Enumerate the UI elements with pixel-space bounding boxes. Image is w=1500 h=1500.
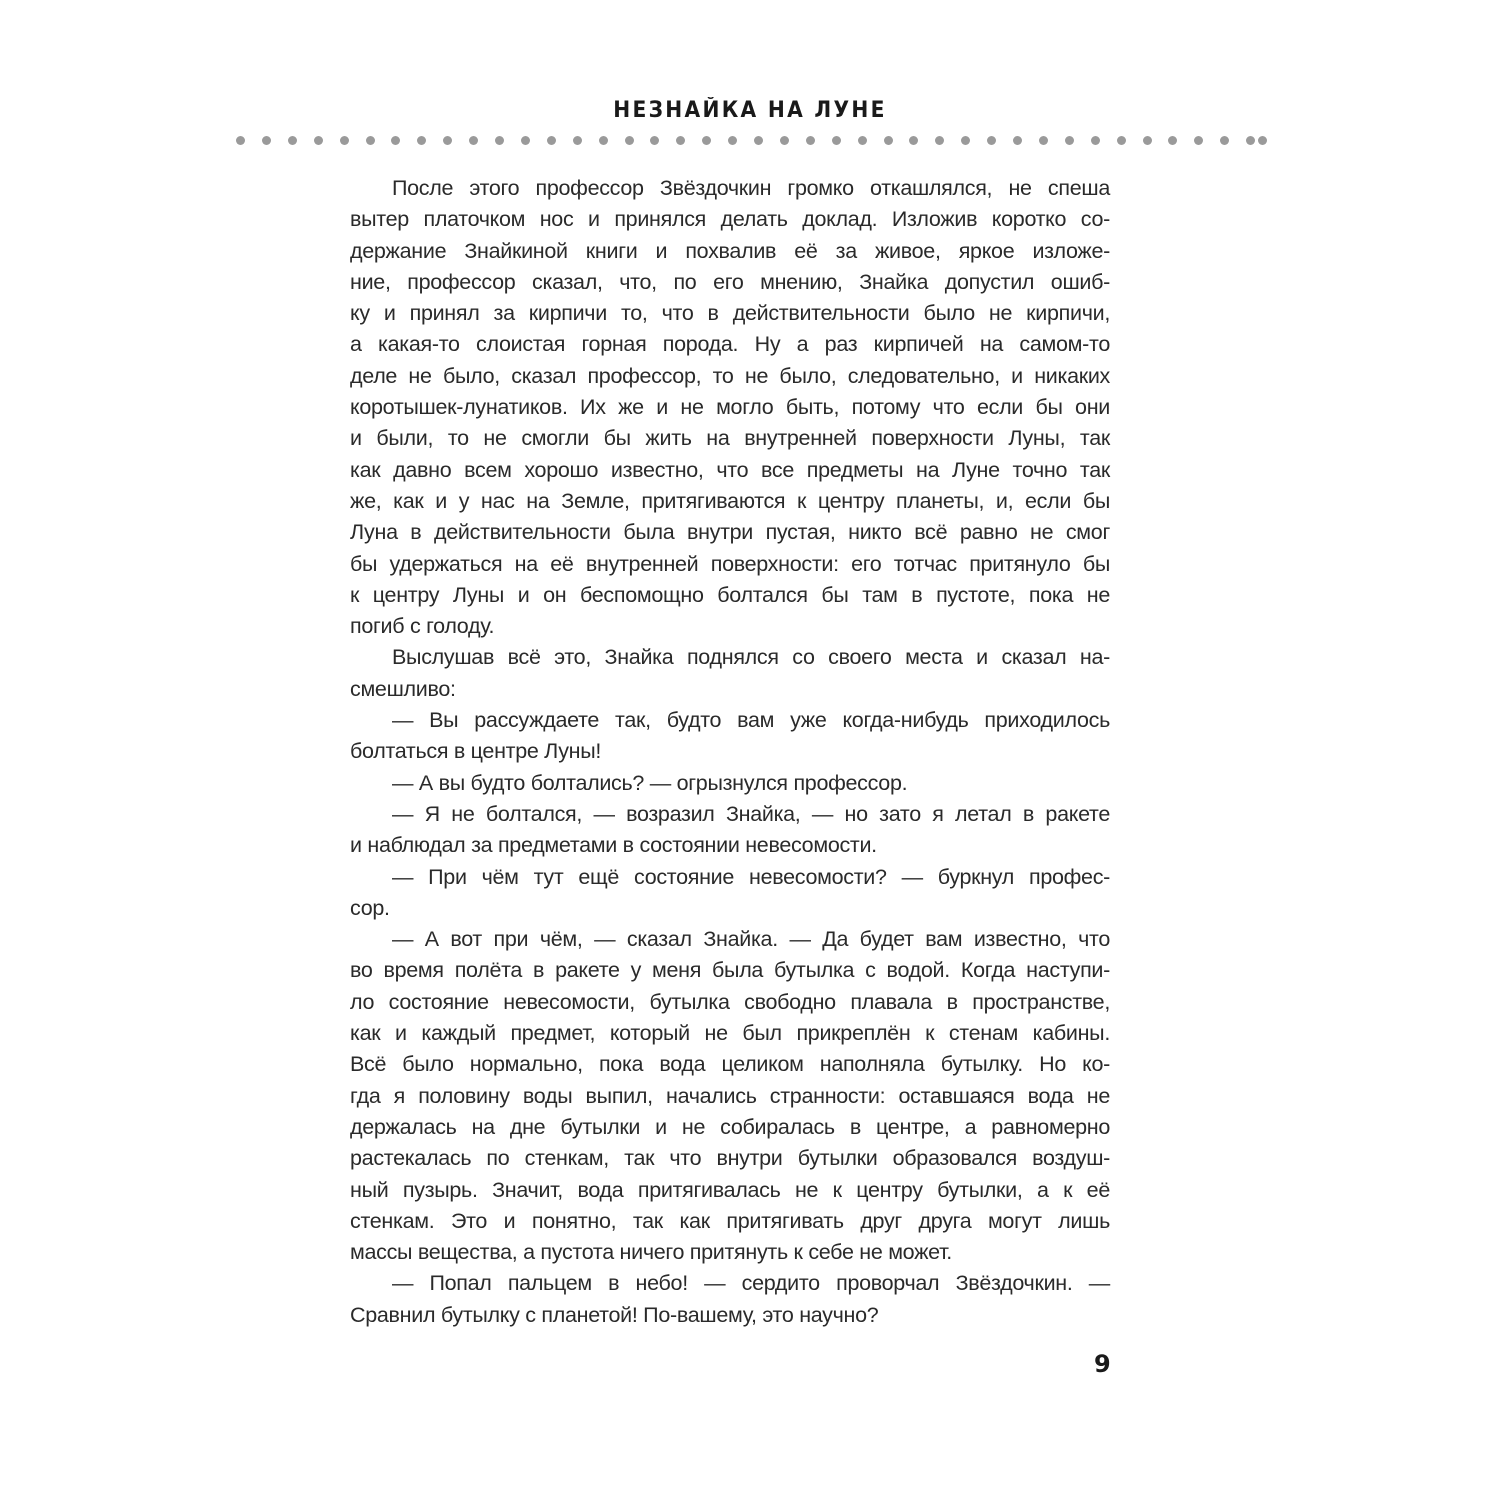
divider-dot [780,136,789,145]
text-line: — Я не болтался, — возразил Знайка, — но зато я летал в ракете [392,801,1110,826]
text-line: Сравнил бутылку с планетой! По-вашему, это научно? [350,1302,879,1327]
text-line: стенкам. Это и понятно, так как притягивать друг друга могут лишь [350,1208,1110,1233]
divider-dot [625,136,634,145]
divider-dot [573,136,582,145]
divider-dot [832,136,841,145]
divider-dot [1091,136,1100,145]
divider-dot [236,136,245,145]
text-line: же, как и у нас на Земле, притягиваются к центру планеты, и, если бы [350,488,1110,513]
divider-dot [443,136,452,145]
text-line: болтаться в центре Луны! [350,739,602,764]
text-line: — А вы будто болтались? — огрызнулся профессор. [392,770,908,795]
divider-dot [1168,136,1177,145]
divider-dot [1039,136,1048,145]
text-line: ло состояние невесомости, бутылка свободно плавала в пространстве, [350,989,1110,1014]
text-line: ный пузырь. Значит, вода притягивалась не к центру бутылки, а к её [350,1177,1110,1202]
text-line: — Попал пальцем в небо! — сердито проворчал Звёздочкин. — [392,1271,1110,1296]
text-line: во время полёта в ракете у меня была бутылка с водой. Когда наступи- [350,958,1110,983]
text-line: массы вещества, а пустота ничего притянуть к себе не может. [350,1240,952,1265]
text-line: как и каждый предмет, который не был прикреплён к стенам кабины. [350,1021,1110,1046]
text-line: — При чём тут ещё состояние невесомости? — буркнул профес- [392,864,1110,889]
divider-dot [1117,136,1126,145]
divider-dot [728,136,737,145]
text-line: сор. [350,895,390,920]
text-line: и были, то не смогли бы жить на внутренней поверхности Луны, так [350,426,1110,451]
text-line: деле не было, сказал профессор, то не было, следовательно, и никаких [350,363,1110,388]
running-title: НЕЗНАЙКА НА ЛУНЕ [613,98,887,123]
text-line: коротышек-лунатиков. Их же и не могло быть, потому что если бы они [350,395,1110,420]
divider-dot [599,136,608,145]
text-line: а какая-то слоистая горная порода. Ну а раз кирпичей на самом-то [350,332,1110,357]
text-line: — Вы рассуждаете так, будто вам уже когда-нибудь приходилось [392,708,1110,733]
text-line: как давно всем хорошо известно, что все предметы на Луне точно так [350,457,1110,482]
body-text [350,173,1110,1331]
text-line: держание Знайкиной книги и похвалив её за живое, яркое изложе- [350,238,1110,263]
divider-dot [366,136,375,145]
text-line: гда я половину воды выпил, начались странности: оставшаяся вода не [350,1083,1110,1108]
divider-dot [1194,136,1203,145]
text-line: После этого профессор Звёздочкин громко откашлялся, не спеша [392,176,1110,200]
divider-dot [495,136,504,145]
text-line: вытер платочком нос и принялся делать доклад. Изложив коротко со- [350,207,1110,232]
divider-dot [650,136,659,145]
dotted-divider [236,136,1266,148]
divider-dot [909,136,918,145]
divider-dot [288,136,297,145]
divider-dot [547,136,556,145]
divider-dot [754,136,763,145]
divider-dot [1143,136,1152,145]
divider-dot [806,136,815,145]
divider-dot [961,136,970,145]
text-line: Всё было нормально, пока вода целиком наполняла бутылку. Но ко- [350,1052,1110,1077]
text-line: — А вот при чём, — сказал Знайка. — Да будет вам известно, что [392,927,1110,952]
divider-dot [521,136,530,145]
text-line: смешливо: [350,676,456,701]
text-line: растекалась по стенкам, так что внутри бутылки образовался воздуш- [350,1146,1110,1171]
divider-dot [1246,136,1255,145]
divider-dot [1220,136,1229,145]
divider-dot [1258,136,1267,145]
divider-dot [314,136,323,145]
divider-dot [340,136,349,145]
text-line: держалась на дне бутылки и не собиралась в центре, а равномерно [350,1114,1110,1139]
divider-dot [262,136,271,145]
divider-dot [935,136,944,145]
divider-dot [702,136,711,145]
divider-dot [676,136,685,145]
text-line: ку и принял за кирпичи то, что в действительности было не кирпичи, [350,301,1110,326]
text-line: к центру Луны и он беспомощно болтался бы там в пустоте, пока не [350,582,1110,607]
text-line: ние, профессор сказал, что, по его мнению, Знайка допустил ошиб- [350,269,1110,294]
text-line: и наблюдал за предметами в состоянии невесомости. [350,833,877,858]
text-line: погиб с голоду. [350,614,495,639]
divider-dot [1013,136,1022,145]
text-line: Выслушав всё это, Знайка поднялся со своего места и сказал на- [392,645,1110,670]
divider-dot [417,136,426,145]
divider-dot [469,136,478,145]
divider-dot [391,136,400,145]
divider-dot [884,136,893,145]
text-line: бы удержаться на её внутренней поверхности: его тотчас притянуло бы [350,551,1110,576]
divider-dot [1065,136,1074,145]
page-number: 9 [1094,1350,1111,1378]
divider-dot [987,136,996,145]
text-line: Луна в действительности была внутри пустая, никто всё равно не смог [350,520,1110,545]
divider-dot [858,136,867,145]
